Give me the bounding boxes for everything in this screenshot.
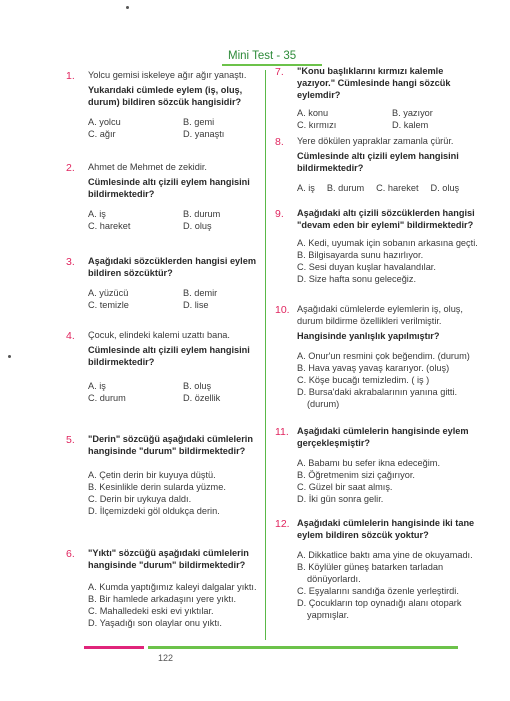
question-5 bbox=[66, 434, 260, 518]
question-number: 12. bbox=[275, 518, 290, 530]
question-prompt: "Derin" sözcüğü aşağıdaki cümlelerin hangisinde "durum" bildirmektedir? bbox=[88, 434, 253, 456]
option-d[interactable]: D. Bursa'daki akrabalarının yanına gitti. bbox=[297, 386, 458, 397]
question-number: 5. bbox=[66, 434, 75, 446]
options bbox=[297, 458, 487, 506]
option-a[interactable]: A. Kumda yaptığımız kaleyi dalgalar yıktı. bbox=[88, 581, 257, 592]
options bbox=[88, 381, 260, 405]
option-c[interactable]: C. durum bbox=[88, 392, 126, 403]
question-2 bbox=[66, 162, 260, 233]
option-c[interactable]: C. Derin bir uykuya daldı. bbox=[88, 493, 192, 504]
question-prompt: Cümlesinde altı çizili eylem hangisini bildirmektedir? bbox=[88, 176, 250, 199]
option-c[interactable]: C. hareket bbox=[88, 220, 131, 231]
option-b-continued: dönüyorlardı. bbox=[307, 573, 361, 584]
option-b[interactable]: B. Kesinlikle derin sularda yüzme. bbox=[88, 481, 226, 492]
question-4 bbox=[66, 330, 260, 405]
question-prompt: Cümlesinde altı çizili eylem hangisini bildirmektedir? bbox=[88, 344, 250, 367]
option-b[interactable]: B. Hava yavaş yavaş kararıyor. (oluş) bbox=[297, 362, 450, 373]
question-7 bbox=[275, 66, 479, 132]
question-number: 6. bbox=[66, 548, 75, 560]
question-prompt: "Yıktı" sözcüğü aşağıdaki cümlelerin hangisinde "durum" bildirmektedir? bbox=[88, 548, 249, 570]
option-d[interactable]: D. İlçemizdeki göl oldukça derin. bbox=[88, 505, 220, 516]
option-d[interactable]: D. yanaştı bbox=[183, 128, 225, 139]
option-a[interactable]: A. iş bbox=[297, 182, 315, 193]
option-c[interactable]: C. Köşe bucağı temizledim. ( iş ) bbox=[297, 374, 430, 385]
option-d[interactable]: D. kalem bbox=[392, 119, 429, 130]
question-number: 9. bbox=[275, 208, 284, 220]
question-number: 8. bbox=[275, 136, 284, 148]
scan-speck bbox=[126, 6, 129, 9]
option-d[interactable]: D. Size hafta sonu geleceğiz. bbox=[297, 273, 416, 284]
question-prompt: Hangisinde yanlışlık yapılmıştır? bbox=[297, 330, 440, 341]
option-b[interactable]: B. demir bbox=[183, 287, 218, 298]
question-number: 4. bbox=[66, 330, 75, 342]
question-12 bbox=[275, 518, 487, 622]
options bbox=[297, 351, 487, 411]
option-c[interactable]: C. Sesi duyan kuşlar havalandılar. bbox=[297, 261, 436, 272]
question-3 bbox=[66, 256, 260, 312]
question-6 bbox=[66, 548, 268, 630]
options bbox=[88, 582, 268, 630]
option-c[interactable]: C. kırmızı bbox=[297, 119, 337, 130]
option-b[interactable]: B. durum bbox=[326, 182, 365, 193]
option-d[interactable]: D. Çocukların top oynadığı alanı otopark bbox=[297, 597, 462, 608]
question-prompt: Aşağıdaki cümlelerin hangisinde eylem gerçekleşmiştir? bbox=[297, 426, 469, 448]
question-number: 3. bbox=[66, 256, 75, 268]
page-title: Mini Test - 35 bbox=[228, 50, 297, 62]
option-d[interactable]: D. Yaşadığı son olaylar onu yıktı. bbox=[88, 617, 222, 628]
option-b[interactable]: B. gemi bbox=[183, 116, 215, 127]
footer-bar-green bbox=[148, 646, 458, 649]
options bbox=[88, 117, 260, 141]
question-stem: Ahmet de Mehmet de zekidir. bbox=[88, 162, 207, 172]
options bbox=[297, 550, 487, 622]
question-1 bbox=[66, 70, 260, 141]
question-prompt: "Konu başlıklarını kırmızı kalemle yazıyor." Cümlesinde hangi sözcük eylemdir? bbox=[297, 66, 451, 100]
option-b[interactable]: B. Öğretmenim sizi çağırıyor. bbox=[297, 469, 415, 480]
option-a[interactable]: A. Babamı bu sefer ikna edeceğim. bbox=[297, 457, 440, 468]
question-9 bbox=[275, 208, 487, 286]
option-b[interactable]: B. yazıyor bbox=[392, 107, 433, 118]
footer-bar-pink bbox=[84, 646, 144, 649]
option-d[interactable]: D. oluş bbox=[430, 182, 460, 193]
option-c[interactable]: C. Mahalledeki eski evi yıktılar. bbox=[88, 605, 214, 616]
page-number: 122 bbox=[158, 653, 174, 663]
option-b[interactable]: B. oluş bbox=[183, 380, 212, 391]
option-b[interactable]: B. Bilgisayarda sunu hazırlıyor. bbox=[297, 249, 424, 260]
question-10 bbox=[275, 304, 487, 411]
option-c[interactable]: C. Eşyalarını sandığa özenle yerleştirdi. bbox=[297, 585, 459, 596]
option-a[interactable]: A. yolcu bbox=[88, 116, 121, 127]
question-prompt: Aşağıdaki sözcüklerden hangisi eylem bildiren sözcüktür? bbox=[88, 256, 256, 278]
option-a[interactable]: A. Onur'un resmini çok beğendim. (durum) bbox=[297, 350, 470, 361]
option-c[interactable]: C. Güzel bir saat almış. bbox=[297, 481, 393, 492]
option-c[interactable]: C. ağır bbox=[88, 128, 116, 139]
options bbox=[297, 183, 479, 195]
option-a[interactable]: A. Kedi, uyumak için sobanın arkasına geçti. bbox=[297, 237, 478, 248]
question-number: 7. bbox=[275, 66, 284, 78]
question-11 bbox=[275, 426, 487, 506]
option-b[interactable]: B. durum bbox=[183, 208, 221, 219]
options bbox=[297, 238, 487, 286]
question-stem: Yere dökülen yapraklar zamanla çürür. bbox=[297, 136, 454, 146]
option-d-continued: (durum) bbox=[307, 398, 340, 409]
options bbox=[88, 470, 260, 518]
options bbox=[88, 209, 260, 233]
question-number: 11. bbox=[275, 426, 289, 438]
question-stem: Aşağıdaki cümlelerde eylemlerin iş, oluş, durum bildirme özellikleri verilmiştir. bbox=[297, 304, 463, 326]
question-prompt: Aşağıdaki cümlelerin hangisinde iki tane eylem bildiren sözcük yoktur? bbox=[297, 518, 475, 540]
options bbox=[297, 108, 479, 132]
question-prompt: Cümlesinde altı çizili eylem hangisini bildirmektedir? bbox=[297, 150, 459, 173]
question-number: 2. bbox=[66, 162, 75, 174]
option-b[interactable]: B. Köylüler güneş batarken tarladan bbox=[297, 561, 444, 572]
question-number: 1. bbox=[66, 70, 75, 82]
option-a[interactable]: A. iş bbox=[88, 208, 106, 219]
question-stem: Çocuk, elindeki kalemi uzattı bana. bbox=[88, 330, 230, 340]
option-c[interactable]: C. temizle bbox=[88, 299, 129, 310]
options bbox=[88, 288, 260, 312]
option-d[interactable]: D. oluş bbox=[183, 220, 212, 231]
option-b[interactable]: B. Bir hamlede arkadaşını yere yıktı. bbox=[88, 593, 237, 604]
question-number: 10. bbox=[275, 304, 290, 316]
option-d[interactable]: D. lise bbox=[183, 299, 209, 310]
question-prompt: Aşağıdaki altı çizili sözcüklerden hangisi "devam eden bir eylemi" bildirmektedir? bbox=[297, 208, 475, 230]
question-prompt: Yukarıdaki cümlede eylem (iş, oluş, durum) bildiren sözcük hangisidir? bbox=[88, 84, 243, 107]
option-a[interactable]: A. konu bbox=[297, 107, 329, 118]
option-a[interactable]: A. Dikkatlice baktı ama yine de okuyamadı. bbox=[297, 549, 473, 560]
option-d[interactable]: D. özellik bbox=[183, 392, 221, 403]
option-a[interactable]: A. yüzücü bbox=[88, 287, 129, 298]
option-d[interactable]: D. İki gün sonra gelir. bbox=[297, 493, 384, 504]
option-a[interactable]: A. iş bbox=[88, 380, 106, 391]
question-stem: Yolcu gemisi iskeleye ağır ağır yanaştı. bbox=[88, 70, 247, 80]
option-c[interactable]: C. hareket bbox=[376, 182, 419, 193]
option-d-continued: yapmışlar. bbox=[307, 609, 349, 620]
option-a[interactable]: A. Çetin derin bir kuyuya düştü. bbox=[88, 469, 216, 480]
scan-speck bbox=[8, 355, 11, 358]
question-8 bbox=[275, 136, 479, 195]
